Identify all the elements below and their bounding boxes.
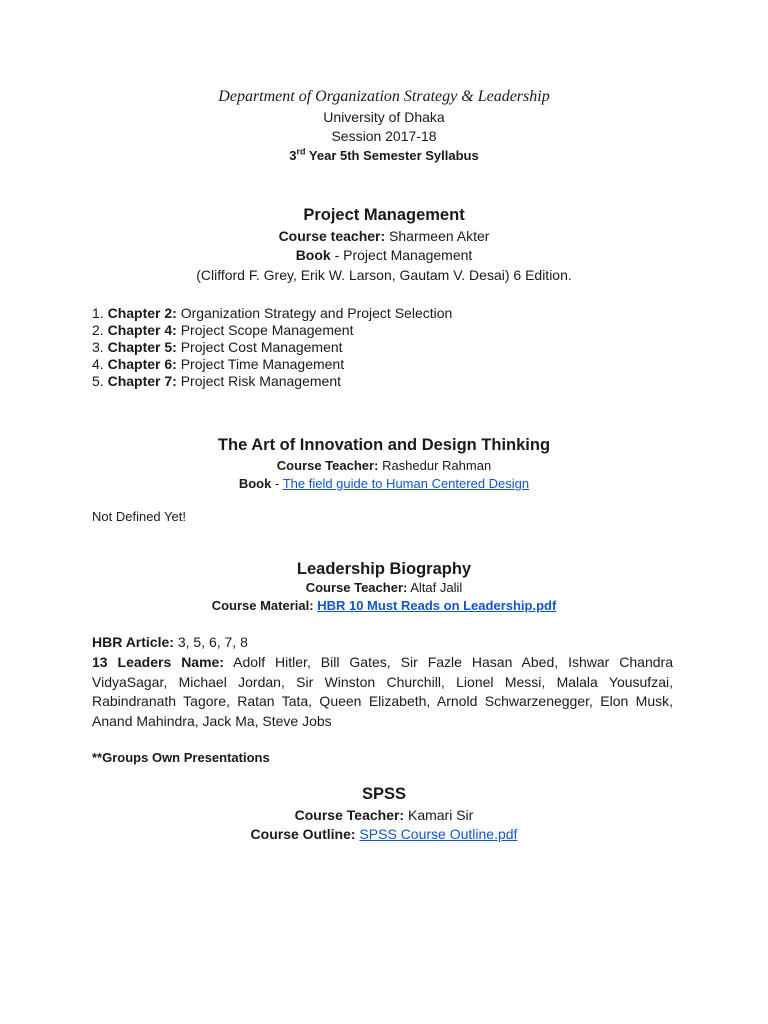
chapter-item: 3. Chapter 5: Project Cost Management <box>92 339 343 355</box>
book-label: Book <box>238 476 272 491</box>
course-teacher-line <box>0 580 768 595</box>
hbr-article-line <box>92 634 248 650</box>
book-separator: - <box>274 476 280 491</box>
session: Session 2017-18 <box>331 128 437 144</box>
year-number: 3 <box>289 148 297 163</box>
course-teacher-name: Sharmeen Akter <box>389 228 490 244</box>
university-name: University of Dhaka <box>323 109 445 125</box>
leaders-list: Adolf Hitler, Bill Gates, Sir Fazle Hasan Abed, Ishwar Chandra VidyaSagar, Michael Jordan, Sir Winston Churchill, Lionel Messi, Malala Yousufzai, Rabindranath Tagore, Ratan Tata, Queen Elizabeth, Arnold Schwarzenegger, Elon Musk, Anand Mahindra, Jack Ma, Steve Jobs <box>92 654 673 729</box>
course-title-innovation: The Art of Innovation and Design Thinking <box>217 436 551 454</box>
course-title-leadership: Leadership Biography <box>296 560 472 578</box>
course-material-link[interactable]: HBR 10 Must Reads on Leadership.pdf <box>317 598 557 613</box>
course-teacher-label: Course teacher: <box>278 228 386 244</box>
course-teacher-label: Course Teacher: <box>294 807 405 823</box>
book-line <box>0 476 768 491</box>
hbr-article-label: HBR Article: <box>92 634 174 650</box>
course-outline-line <box>0 826 768 842</box>
course-teacher-line <box>0 458 768 473</box>
chapter-item: 2. Chapter 4: Project Scope Management <box>92 322 354 338</box>
semester-title <box>0 148 768 163</box>
not-defined-note: Not Defined Yet! <box>92 509 186 524</box>
course-teacher-name: Rashedur Rahman <box>382 458 492 473</box>
course-teacher-label: Course Teacher: <box>276 458 379 473</box>
course-outline-link[interactable]: SPSS Course Outline.pdf <box>359 826 518 842</box>
course-teacher-name: Kamari Sir <box>407 807 474 823</box>
course-material-label: Course Material: <box>211 598 314 613</box>
course-teacher-label: Course Teacher: <box>305 580 408 595</box>
group-presentations-note: **Groups Own Presentations <box>92 750 270 765</box>
course-title-project-management: Project Management <box>303 206 465 224</box>
chapter-item: 5. Chapter 7: Project Risk Management <box>92 373 341 389</box>
year-suffix: rd <box>296 146 306 157</box>
course-outline-label: Course Outline: <box>250 826 356 842</box>
semester-title-text: Year 5th Semester Syllabus <box>308 148 479 163</box>
leaders-label: 13 Leaders Name: <box>92 654 224 670</box>
book-line <box>0 247 768 263</box>
hbr-article-value: 3, 5, 6, 7, 8 <box>177 634 248 650</box>
book-link[interactable]: The field guide to Human Centered Design <box>282 476 530 491</box>
book-title: - Project Management <box>334 247 473 263</box>
course-teacher-line <box>0 228 768 244</box>
course-teacher-line <box>0 807 768 823</box>
book-label: Book <box>295 247 331 263</box>
chapter-item: 4. Chapter 6: Project Time Management <box>92 356 345 372</box>
leaders-paragraph <box>92 653 673 731</box>
department-name: Department of Organization Strategy & Leadership <box>218 88 550 105</box>
chapter-item: 1. Chapter 2: Organization Strategy and Project Selection <box>92 305 453 321</box>
course-material-line <box>0 598 768 613</box>
course-title-spss: SPSS <box>361 785 407 803</box>
course-teacher-name: Altaf Jalil <box>410 580 463 595</box>
book-authors: (Clifford F. Grey, Erik W. Larson, Gautam V. Desai) 6 Edition. <box>196 267 572 283</box>
